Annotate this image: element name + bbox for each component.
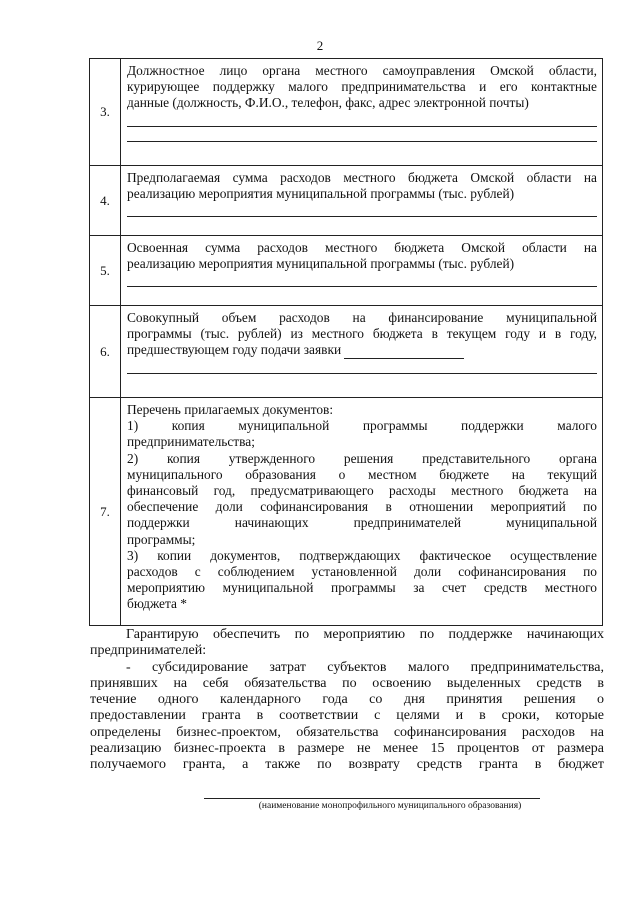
row-text-line: Должностное лицо органа местного самоуправления Омской области, [127, 63, 597, 78]
fill-in-blank[interactable] [127, 274, 597, 287]
body-line: предпринимателей: [90, 643, 207, 659]
fill-in-blank[interactable] [127, 204, 597, 217]
row-number: 3. [90, 59, 121, 166]
row-number: 4. [90, 166, 121, 236]
fill-in-blank[interactable] [344, 346, 464, 359]
row-text-line: Совокупный объем расходов на финансирование муниципальной [127, 310, 597, 325]
body-line: определены бизнес-проектом, обязательства софинансирования расходов на [90, 724, 604, 740]
row-text-line [127, 342, 597, 358]
row-number: 5. [90, 236, 121, 306]
fill-in-blank[interactable] [127, 114, 597, 127]
table-row [90, 398, 603, 626]
row-text-line: обеспечение доли софинансирования в отношении мероприятий по [127, 499, 597, 515]
fill-in-blank[interactable] [127, 361, 597, 374]
row-text-line: муниципального образования о местном бюджете на текущий [127, 466, 597, 482]
row-number: 6. [90, 306, 121, 398]
row-text-line: реализацию мероприятия муниципальной программы (тыс. рублей) [127, 256, 515, 272]
body-line: течение одного календарного года со дня принятия решения о [90, 692, 604, 708]
row-text-line: реализацию мероприятия муниципальной программы (тыс. рублей) [127, 186, 515, 202]
row-content [121, 166, 603, 236]
row-text-line: мероприятию муниципальной программы за счет средств местного [127, 580, 597, 596]
table-row [90, 59, 603, 166]
row-text-line: курирующее поддержку малого предпринимательства и его контактные [127, 79, 597, 95]
row-content [121, 59, 603, 166]
body-line: реализацию бизнес-проекта в размере не менее 15 процентов от размера [90, 741, 604, 757]
body-line: получаемого гранта, а также по возврату средств гранта в бюджет [90, 757, 604, 773]
body-line: принявших на себя обязательства по освоению выделенных средств в [90, 675, 604, 691]
row-text-line: финансовый год, предусматривающего расходы местного бюджета на [127, 483, 597, 499]
row-text-line: Освоенная сумма расходов местного бюджета Омской области на [127, 240, 597, 255]
row-text-line: предпринимательства; [127, 434, 255, 450]
row-number: 7. [90, 398, 121, 626]
row-content [121, 236, 603, 306]
row-text-line: программы; [127, 531, 196, 547]
row-text-line: Предполагаемая сумма расходов местного бюджета Омской области на [127, 170, 597, 185]
row-text-line: расходов с соблюдением установленной доли софинансирования по [127, 564, 597, 580]
row-text-line: 2) копия утвержденного решения представительного органа [127, 450, 597, 466]
body-line: - субсидирование затрат субъектов малого предпринимательства, [126, 659, 604, 675]
row-text-line: программы (тыс. рублей) из местного бюджета в текущем году и в году, [127, 326, 597, 342]
table-row [90, 166, 603, 236]
row-text-line: 1) копия муниципальной программы поддержки малого [127, 418, 597, 434]
application-table [89, 58, 603, 626]
page-number: 2 [316, 38, 324, 53]
row-content [121, 306, 603, 398]
body-line: Гарантирую обеспечить по мероприятию по поддержке начинающих [126, 627, 604, 642]
table-row [90, 236, 603, 306]
row-text: предшествующем году подачи заявки [127, 342, 342, 358]
footer-caption: (наименование монопрофильного муниципального образования) [258, 801, 522, 811]
fill-in-blank[interactable] [127, 129, 597, 142]
row-text-line: Перечень прилагаемых документов: [127, 402, 334, 417]
body-line: предоставлении гранта в соответствии с целями и в сроки, которые [90, 708, 604, 724]
row-content [121, 398, 603, 626]
municipality-fill-in-line[interactable] [204, 798, 540, 799]
row-text-line: 3) копии документов, подтверждающих фактическое осуществление [127, 547, 597, 563]
row-text-line: данные (должность, Ф.И.О., телефон, факс, адрес электронной почты) [127, 95, 529, 111]
guarantee-paragraph [90, 627, 604, 774]
row-text-line: поддержки начинающих предпринимателей муниципальной [127, 515, 597, 531]
table-row [90, 306, 603, 398]
row-text-line: бюджета * [127, 596, 187, 612]
